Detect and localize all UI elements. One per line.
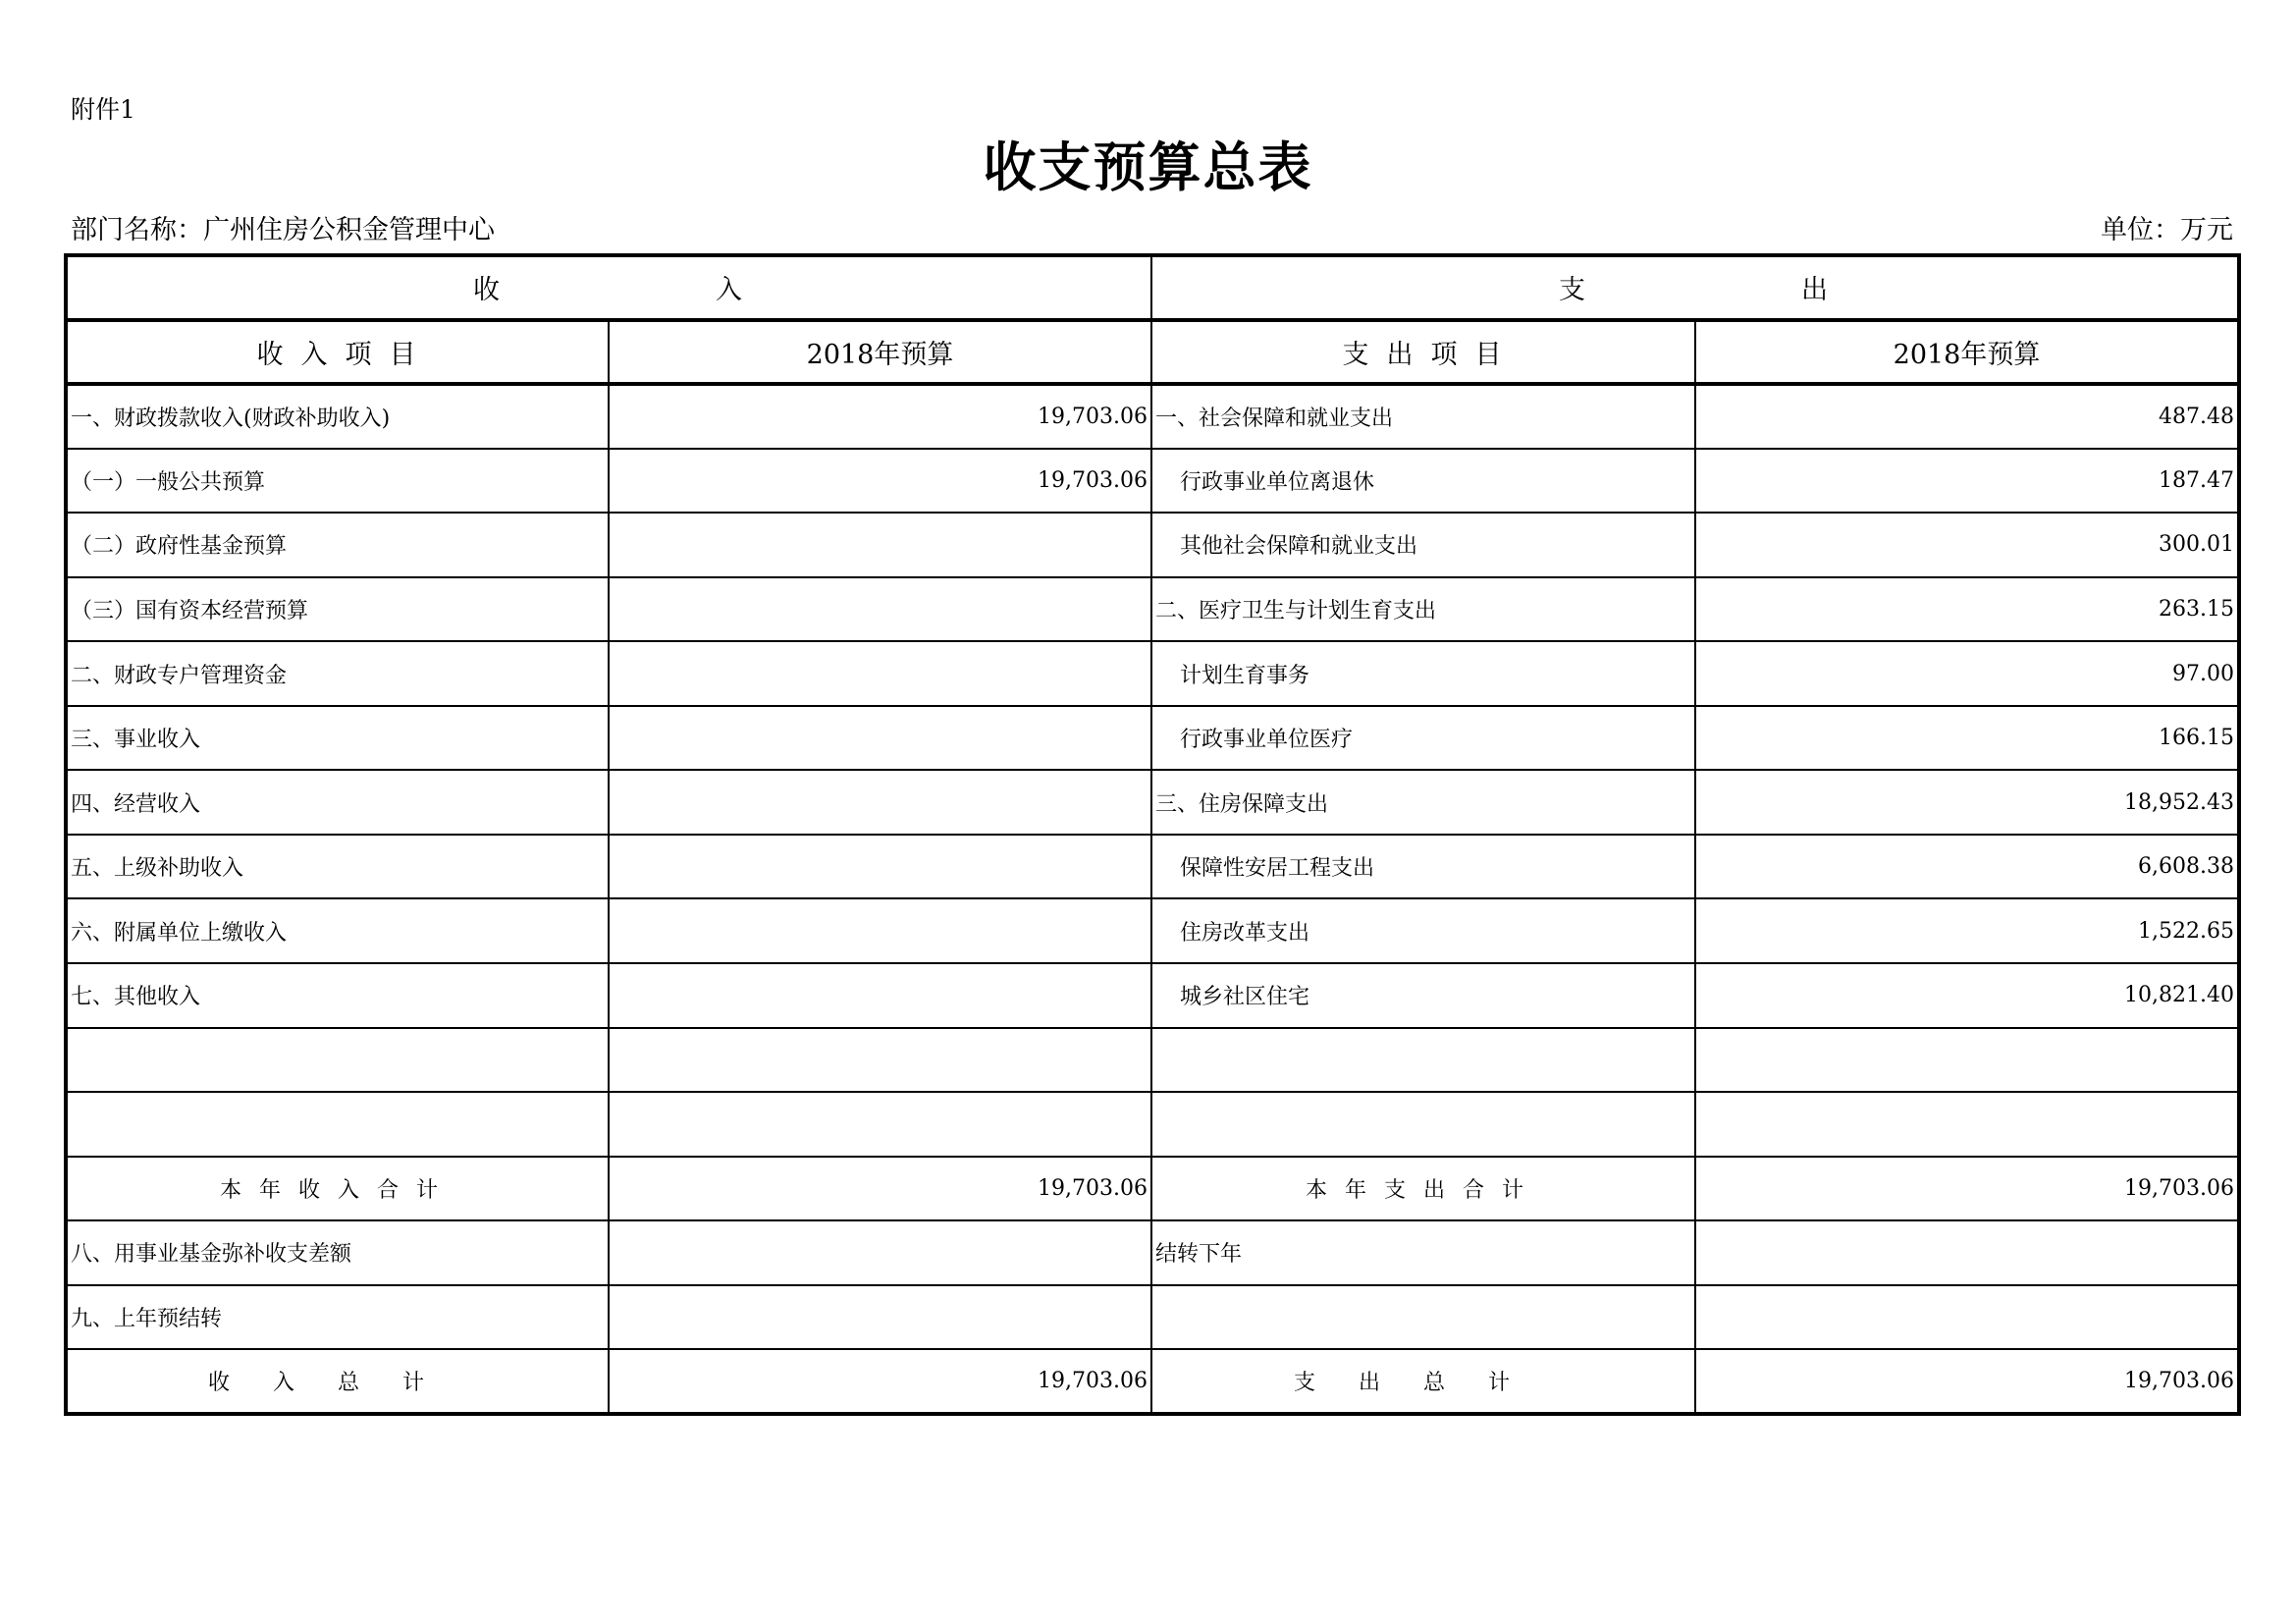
table-row (66, 384, 2239, 449)
income-value-cell: 19,703.06 (609, 449, 1151, 514)
year-income-total-label: 本年收入合计 (66, 1157, 609, 1221)
table-row (66, 898, 2239, 963)
income-item-cell: 九、上年预结转 (66, 1285, 609, 1350)
expense-value-cell: 97.00 (1695, 641, 2239, 706)
table-row (66, 770, 2239, 835)
year-total-row (66, 1157, 2239, 1221)
table-row (66, 835, 2239, 899)
income-value-cell (609, 577, 1151, 642)
income-value-cell (609, 513, 1151, 577)
expense-value-cell: 166.15 (1695, 706, 2239, 771)
table-row (66, 1028, 2239, 1093)
table-row (66, 641, 2239, 706)
expense-budget-column-header: 2018年预算 (1695, 320, 2239, 385)
page-title: 收支预算总表 (983, 135, 1313, 198)
expense-value-cell: 187.47 (1695, 449, 2239, 514)
income-value-cell (609, 1220, 1151, 1285)
expense-value-cell: 263.15 (1695, 577, 2239, 642)
expense-item-cell: 行政事业单位医疗 (1151, 706, 1695, 771)
expense-section-header: 支出 (1151, 255, 2239, 320)
income-item-cell: （三）国有资本经营预算 (66, 577, 609, 642)
income-item-cell (66, 1028, 609, 1093)
expense-value-cell: 300.01 (1695, 513, 2239, 577)
expense-value-cell (1695, 1092, 2239, 1157)
table-row (66, 513, 2239, 577)
income-item-cell (66, 1092, 609, 1157)
expense-item-cell: 一、社会保障和就业支出 (1151, 384, 1695, 449)
income-item-column-header: 收入项目 (66, 320, 609, 385)
expense-item-cell: 保障性安居工程支出 (1151, 835, 1695, 899)
income-item-cell: 三、事业收入 (66, 706, 609, 771)
income-item-cell: （一）一般公共预算 (66, 449, 609, 514)
expense-item-cell (1151, 1285, 1695, 1350)
expense-item-cell: 二、医疗卫生与计划生育支出 (1151, 577, 1695, 642)
expense-item-cell: 城乡社区住宅 (1151, 963, 1695, 1028)
grand-expense-total-label: 支出总计 (1151, 1349, 1695, 1414)
expense-item-column-header: 支出项目 (1151, 320, 1695, 385)
income-value-cell (609, 1092, 1151, 1157)
expense-item-cell: 三、住房保障支出 (1151, 770, 1695, 835)
expense-value-cell (1695, 1285, 2239, 1350)
income-value-cell (609, 1285, 1151, 1350)
expense-value-cell (1695, 1220, 2239, 1285)
grand-income-total-value: 19,703.06 (609, 1349, 1151, 1414)
year-income-total-value: 19,703.06 (609, 1157, 1151, 1221)
expense-value-cell: 18,952.43 (1695, 770, 2239, 835)
income-item-cell: 四、经营收入 (66, 770, 609, 835)
expense-value-cell: 1,522.65 (1695, 898, 2239, 963)
grand-total-row (66, 1349, 2239, 1414)
income-item-cell: 五、上级补助收入 (66, 835, 609, 899)
table-row (66, 1092, 2239, 1157)
column-header-row (66, 320, 2239, 385)
expense-item-cell: 其他社会保障和就业支出 (1151, 513, 1695, 577)
section-header-row (66, 255, 2239, 320)
expense-item-cell (1151, 1092, 1695, 1157)
income-item-cell: 一、财政拨款收入(财政补助收入) (66, 384, 609, 449)
department-name: 部门名称：广州住房公积金管理中心 (71, 215, 495, 245)
income-value-cell (609, 898, 1151, 963)
grand-expense-total-value: 19,703.06 (1695, 1349, 2239, 1414)
table-row (66, 706, 2239, 771)
table-row (66, 1285, 2239, 1350)
table-row (66, 1220, 2239, 1285)
income-item-cell: 二、财政专户管理资金 (66, 641, 609, 706)
expense-item-cell: 结转下年 (1151, 1220, 1695, 1285)
expense-value-cell: 487.48 (1695, 384, 2239, 449)
expense-item-cell: 住房改革支出 (1151, 898, 1695, 963)
income-value-cell (609, 706, 1151, 771)
table-row (66, 577, 2239, 642)
income-budget-column-header: 2018年预算 (609, 320, 1151, 385)
year-expense-total-label: 本年支出合计 (1151, 1157, 1695, 1221)
income-value-cell (609, 835, 1151, 899)
income-value-cell (609, 1028, 1151, 1093)
income-item-cell: 六、附属单位上缴收入 (66, 898, 609, 963)
expense-value-cell: 6,608.38 (1695, 835, 2239, 899)
expense-item-cell: 计划生育事务 (1151, 641, 1695, 706)
attachment-label: 附件1 (71, 95, 135, 124)
income-item-cell: （二）政府性基金预算 (66, 513, 609, 577)
expense-value-cell (1695, 1028, 2239, 1093)
unit-label: 单位：万元 (2101, 215, 2233, 245)
income-value-cell (609, 641, 1151, 706)
expense-item-cell: 行政事业单位离退休 (1151, 449, 1695, 514)
expense-item-cell (1151, 1028, 1695, 1093)
grand-income-total-label: 收入总计 (66, 1349, 609, 1414)
table-row (66, 449, 2239, 514)
expense-value-cell: 10,821.40 (1695, 963, 2239, 1028)
income-value-cell (609, 770, 1151, 835)
budget-table (64, 253, 2241, 1416)
income-item-cell: 八、用事业基金弥补收支差额 (66, 1220, 609, 1285)
income-item-cell: 七、其他收入 (66, 963, 609, 1028)
table-row (66, 963, 2239, 1028)
year-expense-total-value: 19,703.06 (1695, 1157, 2239, 1221)
income-value-cell (609, 963, 1151, 1028)
income-value-cell: 19,703.06 (609, 384, 1151, 449)
income-section-header: 收入 (66, 255, 1151, 320)
